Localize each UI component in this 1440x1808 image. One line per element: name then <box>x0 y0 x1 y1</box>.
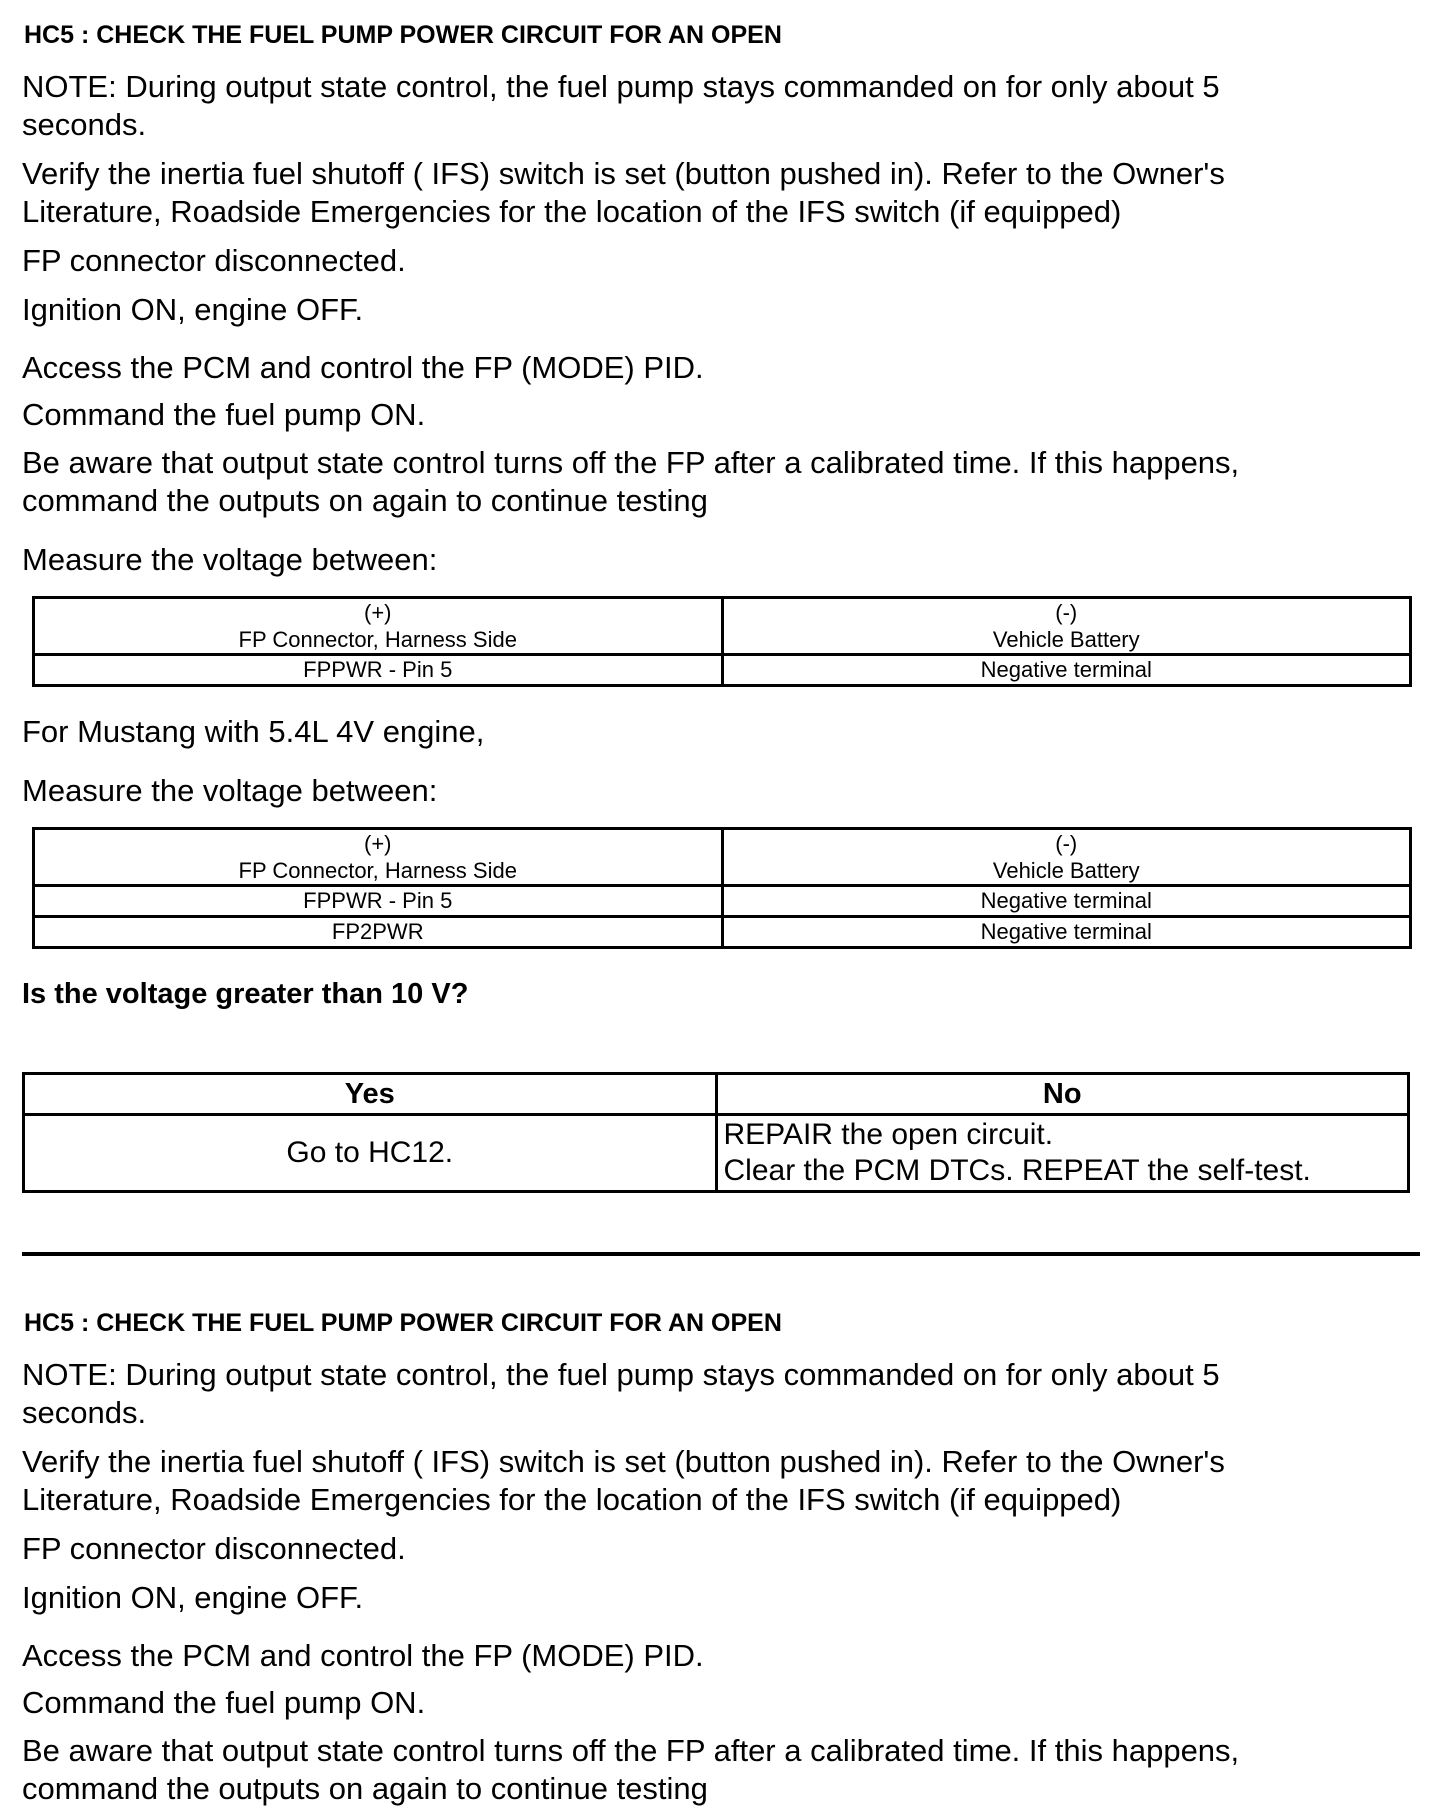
step-command: Command the fuel pump ON. <box>22 1685 426 1720</box>
no-action-line: REPAIR the open circuit. <box>723 1118 1054 1151</box>
table-cell: FP2PWR <box>34 917 723 948</box>
note-text <box>22 1356 1220 1432</box>
result-header-row <box>24 1074 1409 1115</box>
positive-header <box>34 598 723 655</box>
positive-label: FP Connector, Harness Side <box>238 627 517 652</box>
note-text <box>22 68 1220 144</box>
note-line: NOTE: During output state control, the fuel pump stays commanded on for only about 5 <box>22 69 1220 104</box>
table-cell: FPPWR - Pin 5 <box>34 886 723 917</box>
measure-label: Measure the voltage between: <box>22 542 438 577</box>
question-text: Is the voltage greater than 10 V? <box>22 978 469 1010</box>
result-table <box>22 1072 1410 1193</box>
positive-header <box>34 829 723 886</box>
aware-line: Be aware that output state control turns off the FP after a calibrated time. If this happens, <box>22 445 1240 480</box>
note-line: NOTE: During output state control, the fuel pump stays commanded on for only about 5 <box>22 1357 1220 1392</box>
result-row <box>24 1115 1409 1192</box>
table-header-row <box>34 598 1411 655</box>
yes-action: Go to HC12. <box>24 1115 717 1192</box>
no-action <box>716 1115 1409 1192</box>
step-connector: FP connector disconnected. <box>22 1531 406 1566</box>
section-divider <box>22 1252 1420 1256</box>
aware-line: Be aware that output state control turns off the FP after a calibrated time. If this happens, <box>22 1733 1240 1768</box>
negative-label: Vehicle Battery <box>992 858 1140 883</box>
step-connector: FP connector disconnected. <box>22 243 406 278</box>
step-access: Access the PCM and control the FP (MODE) PID. <box>22 350 704 385</box>
negative-symbol: (-) <box>1055 600 1078 625</box>
no-action-line: Clear the PCM DTCs. REPEAT the self-test. <box>723 1154 1311 1187</box>
measure-label: Measure the voltage between: <box>22 773 438 808</box>
mustang-label: For Mustang with 5.4L 4V engine, <box>22 714 485 749</box>
negative-header <box>722 598 1411 655</box>
verify-line: Literature, Roadside Emergencies for the location of the IFS switch (if equipped) <box>22 1482 1122 1517</box>
note-line: seconds. <box>22 1395 147 1430</box>
section-heading: HC5 : CHECK THE FUEL PUMP POWER CIRCUIT FOR AN OPEN <box>24 1309 782 1337</box>
table-cell: Negative terminal <box>722 655 1411 686</box>
table-row <box>34 886 1411 917</box>
step-access: Access the PCM and control the FP (MODE) PID. <box>22 1638 704 1673</box>
table-row <box>34 917 1411 948</box>
negative-symbol: (-) <box>1055 831 1078 856</box>
measurement-table <box>32 596 1412 687</box>
table-cell: Negative terminal <box>722 917 1411 948</box>
aware-line: command the outputs on again to continue testing <box>22 1771 708 1806</box>
positive-symbol: (+) <box>364 600 392 625</box>
aware-text <box>22 1732 1239 1808</box>
yes-header: Yes <box>24 1074 717 1115</box>
verify-text <box>22 1443 1225 1519</box>
table-row <box>34 655 1411 686</box>
positive-symbol: (+) <box>364 831 392 856</box>
aware-text <box>22 444 1239 520</box>
step-ignition: Ignition ON, engine OFF. <box>22 292 364 327</box>
table-header-row <box>34 829 1411 886</box>
verify-line: Verify the inertia fuel shutoff ( IFS) switch is set (button pushed in). Refer to the Owner's <box>22 1444 1225 1479</box>
table-cell: FPPWR - Pin 5 <box>34 655 723 686</box>
negative-label: Vehicle Battery <box>992 627 1140 652</box>
positive-label: FP Connector, Harness Side <box>238 858 517 883</box>
verify-line: Literature, Roadside Emergencies for the location of the IFS switch (if equipped) <box>22 194 1122 229</box>
section-heading: HC5 : CHECK THE FUEL PUMP POWER CIRCUIT FOR AN OPEN <box>24 21 782 49</box>
table-cell: Negative terminal <box>722 886 1411 917</box>
verify-text <box>22 155 1225 231</box>
step-command: Command the fuel pump ON. <box>22 397 426 432</box>
step-ignition: Ignition ON, engine OFF. <box>22 1580 364 1615</box>
measurement-table <box>32 827 1412 949</box>
aware-line: command the outputs on again to continue testing <box>22 483 708 518</box>
note-line: seconds. <box>22 107 147 142</box>
no-header: No <box>716 1074 1409 1115</box>
verify-line: Verify the inertia fuel shutoff ( IFS) switch is set (button pushed in). Refer to the Owner's <box>22 156 1225 191</box>
negative-header <box>722 829 1411 886</box>
